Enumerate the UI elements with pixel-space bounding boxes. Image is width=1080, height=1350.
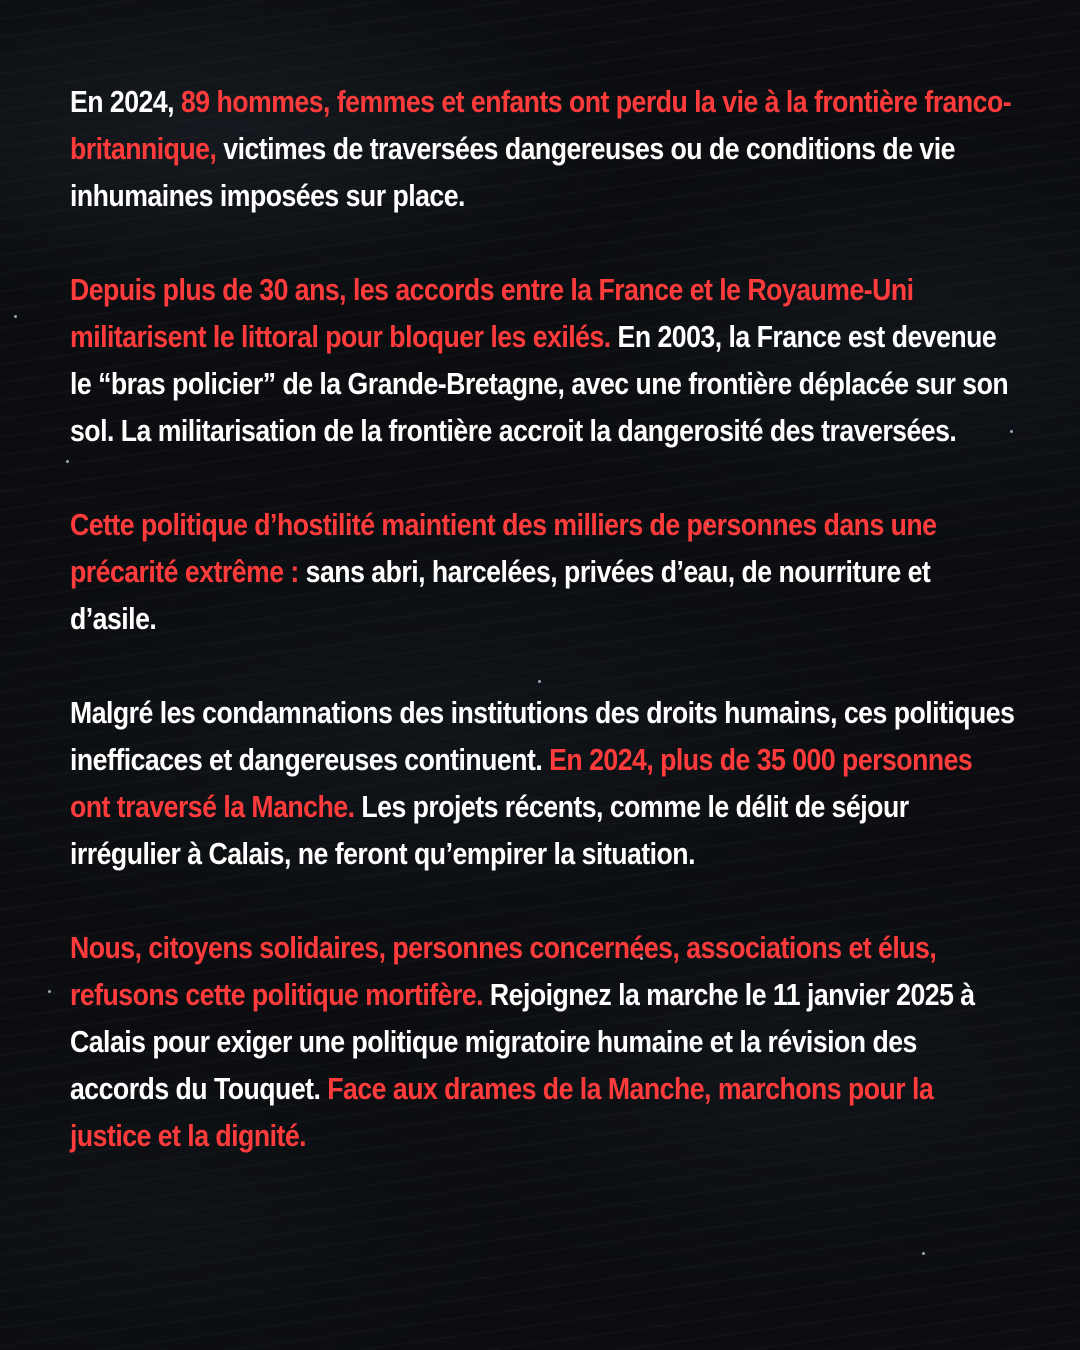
paragraph-deaths [70,78,1015,219]
highlight-segment: Face aux drames de la Manche, marchons pour la justice et la dignité. [70,1071,934,1153]
text-segment: Malgré les condamnations des institutions des droits humains, ces politiques inefficaces et dangereuses continuent. [70,695,1015,777]
highlight-segment: En 2024, plus de 35 000 personnes ont traversé la Manche. [70,742,973,824]
paragraph-hostility [70,501,1015,642]
text-segment: Rejoignez la marche le 11 janvier 2025 à Calais pour exiger une politique migratoire humaine et la révision des accords du Touquet. [70,977,975,1106]
text-segment: sans abri, harcelées, privées d’eau, de nourriture et d’asile. [70,554,931,636]
sparkle [922,1252,925,1255]
paragraph-condemnations [70,689,1015,877]
text-segment: victimes de traversées dangereuses ou de conditions de vie inhumaines imposées sur place. [70,131,955,213]
statement-text [70,78,1015,1159]
sparkle [48,990,51,993]
highlight-segment: 89 hommes, femmes et enfants ont perdu la vie à la frontière franco-britannique, [70,84,1012,166]
sparkle [14,315,17,318]
paragraph-call-to-march [70,924,1015,1159]
text-segment: En 2024, [70,84,181,119]
sparkle [66,460,69,463]
text-segment: Les projets récents, comme le délit de séjour irrégulier à Calais, ne feront qu’empirer la situation. [70,789,909,871]
highlight-segment: Depuis plus de 30 ans, les accords entre la France et le Royaume-Uni militarisent le littoral pour bloquer les exilés. [70,272,914,354]
highlight-segment: Cette politique d’hostilité maintient des milliers de personnes dans une précarité extrême : [70,507,937,589]
text-segment: En 2003, la France est devenue le “bras policier” de la Grande-Bretagne, avec une frontière déplacée sur son sol. La militarisation de la frontière accroit la dangerosité des traversées. [70,319,1009,448]
highlight-segment: Nous, citoyens solidaires, personnes concernées, associations et élus, refusons cette politique mortifère. [70,930,937,1012]
paragraph-accords [70,266,1015,454]
